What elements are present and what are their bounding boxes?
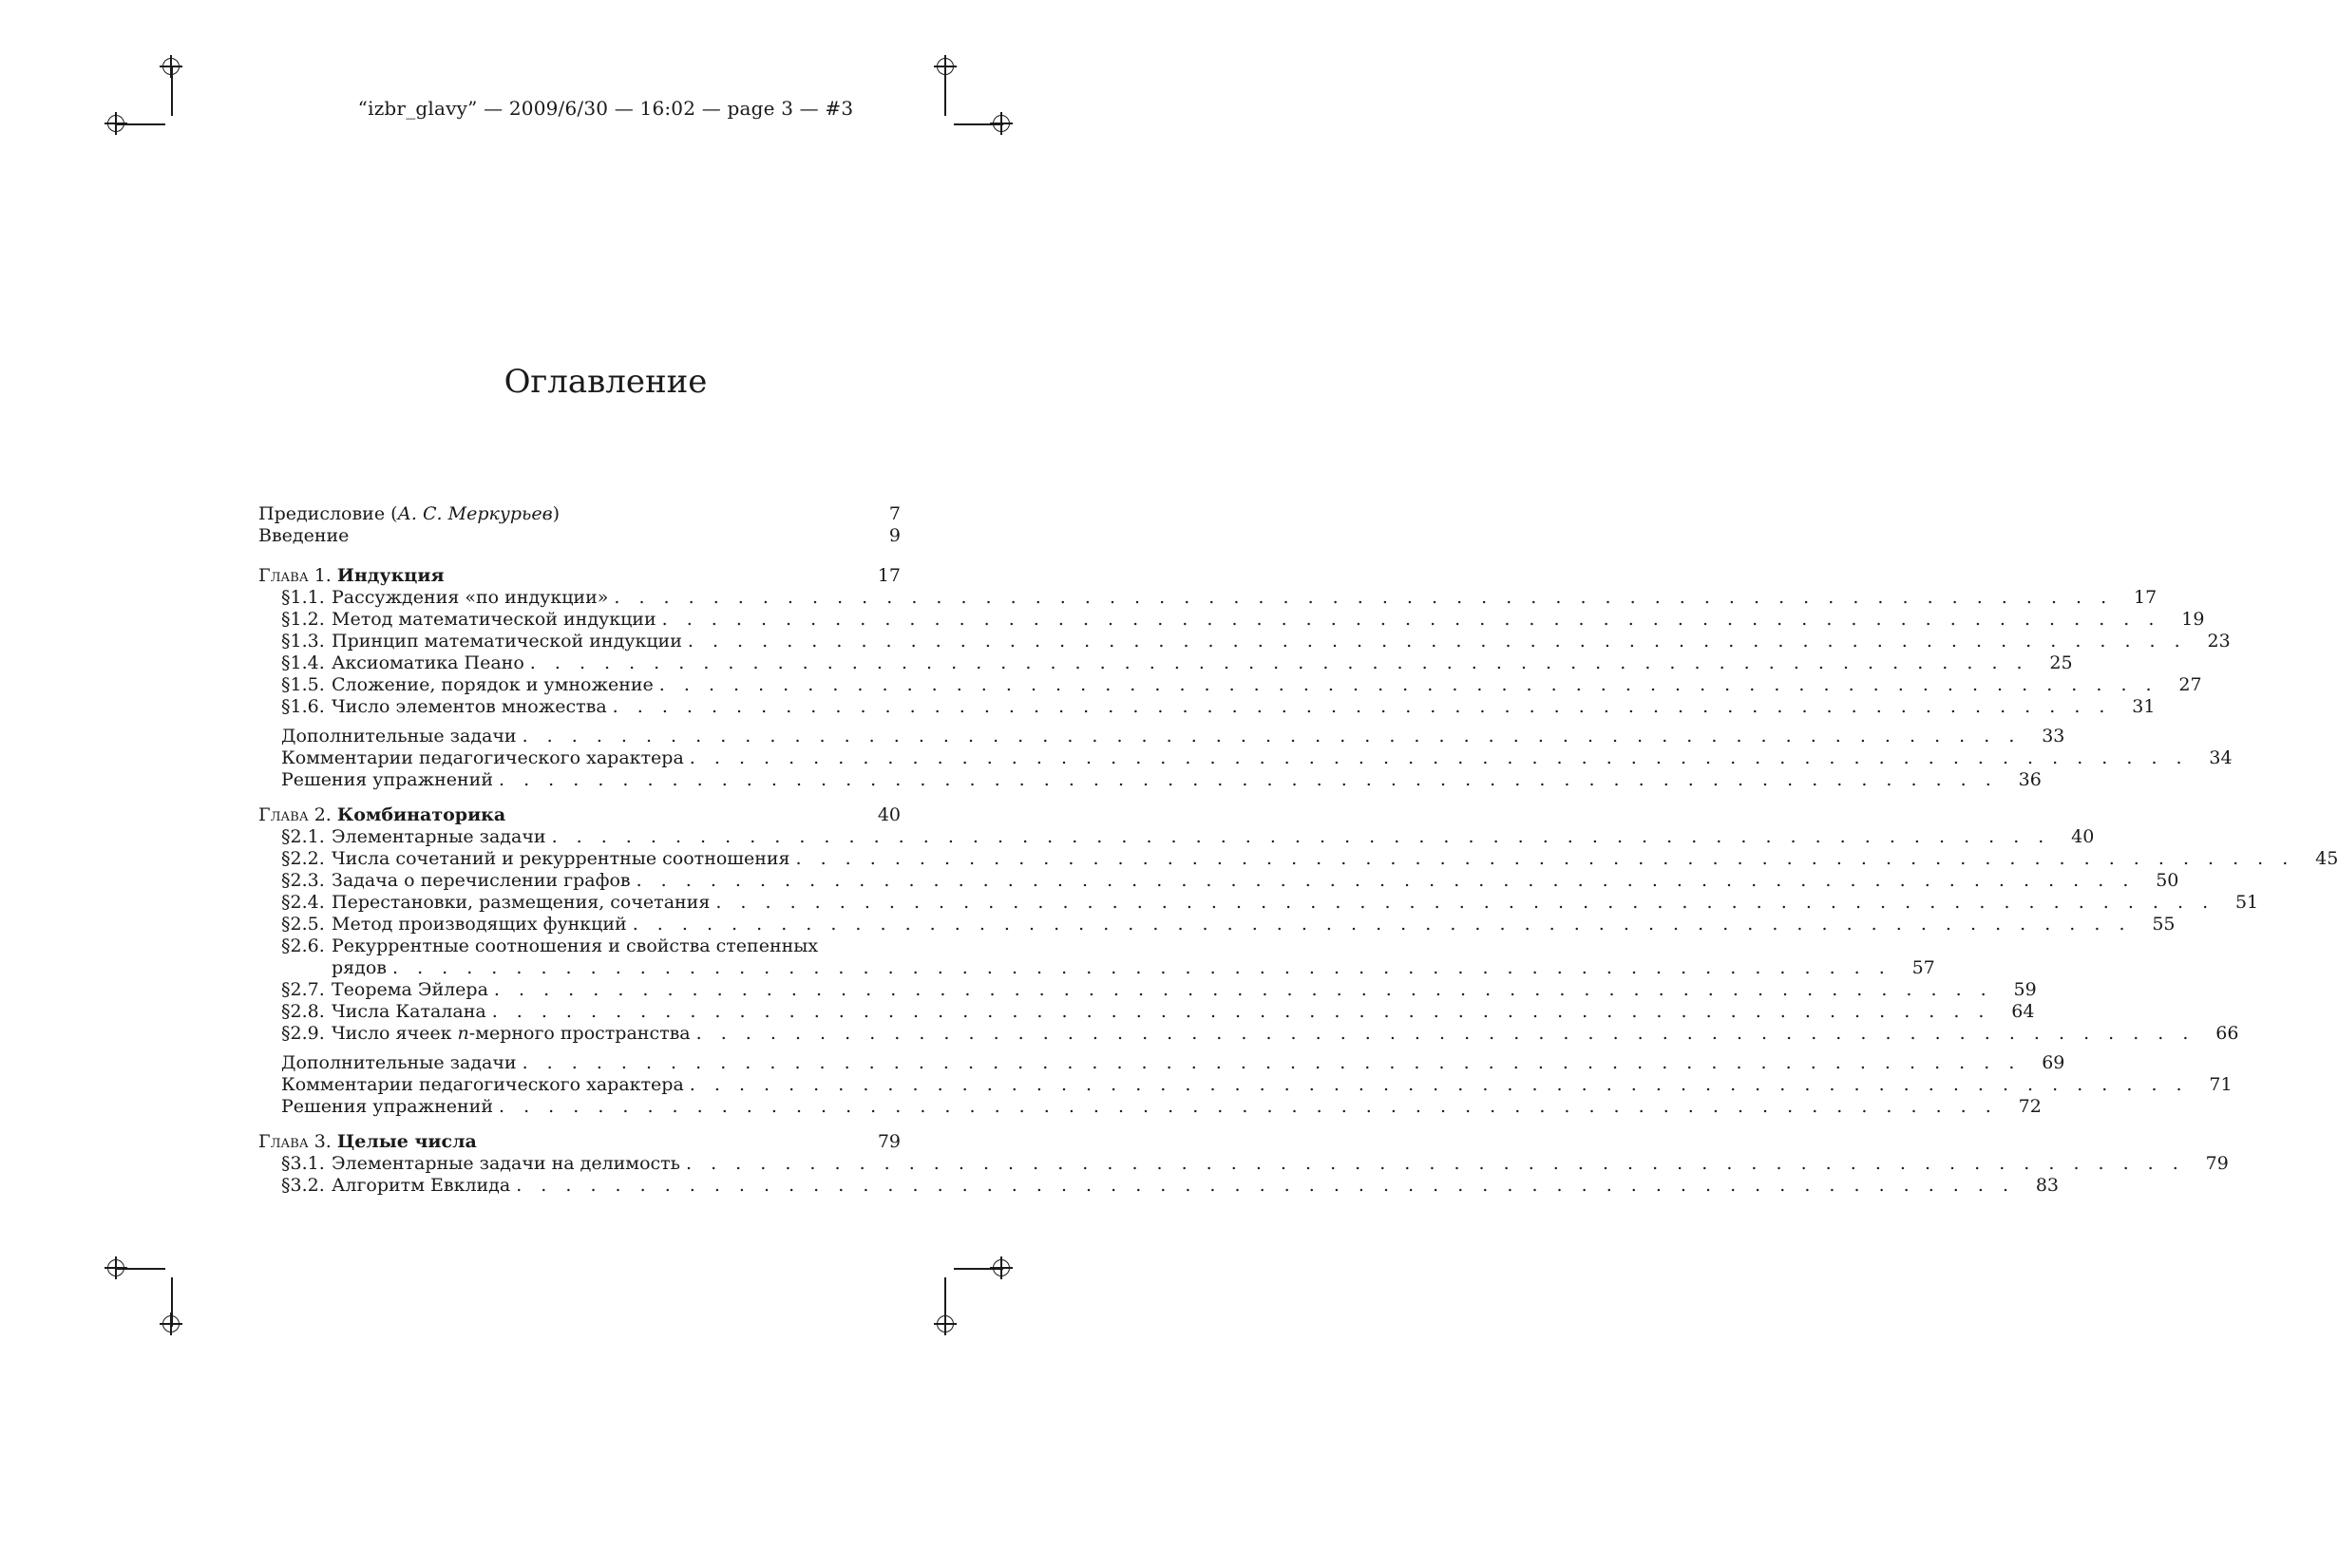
toc-extra-entry[interactable]: [258, 726, 2065, 747]
toc-section[interactable]: [258, 826, 2095, 848]
toc-page-number: 27: [2178, 674, 2202, 695]
dot-leader: . . . . . . . . . . . . . . . . . . . . . . . . . . . . . . . . . . . . . . . . . . . . . . . . . . . . . . . . . . . . .: [391, 957, 1891, 978]
toc-page-number: 45: [2315, 848, 2338, 869]
toc-entry-label: Предисловие (А. С. Меркурьев): [258, 503, 561, 524]
dot-leader: . . . . . . . . . . . . . . . . . . . . . . . . . . . . . . . . . . . . . . . . . . . . . . . . . . . . . . . . . . . . .: [516, 1175, 2016, 1196]
registration-target-icon: [107, 1259, 124, 1276]
registration-target-icon: [162, 58, 180, 75]
dot-leader: . . . . . . . . . . . . . . . . . . . . . . . . . . . . . . . . . . . . . . . . . . . . . . . . . . . . . . . . . . . . .: [795, 848, 2295, 869]
dot-leader: . . . . . . . . . . . . . . . . . . . . . . . . . . . . . . . . . . . . . . . . . . . . . . . . . . . . . . . . . . . . .: [499, 1096, 1998, 1117]
toc-section-title: Перестановки, размещения, сочетания: [332, 892, 711, 913]
toc-section-title: Алгоритм Евклида: [332, 1175, 511, 1196]
toc-section-number: §2.9.: [281, 1023, 325, 1044]
page-header: “izbr_glavy” — 2009/6/30 — 16:02 — page 3 — #3: [357, 97, 854, 120]
toc-page-number: 7: [888, 503, 901, 524]
dot-leader: . . . . . . . . . . . . . . . . . . . . . . . . . . . . . . . . . . . . . . . . . . . . . . . . . . . . . . . . . . . . .: [695, 1023, 2195, 1044]
toc-section-title: Числа сочетаний и рекуррентные соотношения: [332, 848, 790, 869]
toc-section[interactable]: [258, 979, 2037, 1001]
toc-extra-entry[interactable]: [258, 747, 2233, 769]
toc-section[interactable]: [258, 892, 2259, 914]
dot-leader: . . . . . . . . . . . . . . . . . . . . . . . . . . . . . . . . . . . . . . . . . . . . . . . . . . . . . . . . . . . . .: [715, 892, 2215, 913]
registration-target-icon: [937, 1315, 954, 1332]
toc-section-number: §1.1.: [281, 587, 325, 608]
toc-section-number: §2.3.: [281, 870, 325, 891]
toc-page-number: 23: [2207, 631, 2231, 652]
toc-entry-label: Комментарии педагогического характера: [281, 1074, 684, 1095]
toc-section-title: рядов: [332, 957, 387, 978]
toc-chapter-label: Глава 3. Целые числа: [258, 1131, 477, 1152]
toc-section[interactable]: [258, 631, 2231, 652]
toc-section-number: §1.5.: [281, 674, 325, 695]
toc-section-number: §1.6.: [281, 696, 325, 717]
dot-leader: . . . . . . . . . . . . . . . . . . . . . . . . . . . . . . . . . . . . . . . . . . . . . . . . . . . . . . . . . . . . .: [529, 652, 2029, 673]
toc-extra-entry[interactable]: [258, 1096, 2042, 1118]
dot-leader: . . . . . . . . . . . . . . . . . . . . . . . . . . . . . . . . . . . . . . . . . . . . . . . . . . . . . . . . . . . . .: [636, 870, 2136, 891]
dot-leader: . . . . . . . . . . . . . . . . . . . . . . . . . . . . . . . . . . . . . . . . . . . . . . . . . . . . . . . . . . . . .: [551, 826, 2051, 847]
toc-page-number: 57: [1911, 957, 1935, 978]
toc-section-continuation[interactable]: [258, 957, 1935, 979]
dot-leader: . . . . . . . . . . . . . . . . . . . . . . . . . . . . . . . . . . . . . . . . . . . . . . . . . . . . . . . . . . . . .: [689, 1074, 2189, 1095]
toc-page-number: 34: [2209, 747, 2233, 768]
toc-page-number: 64: [2011, 1001, 2035, 1022]
toc-section-number: §2.1.: [281, 826, 325, 847]
dot-leader: . . . . . . . . . . . . . . . . . . . . . . . . . . . . . . . . . . . . . . . . . . . . . . . . . . . . . . . . . . . . .: [686, 1153, 2185, 1174]
toc-entry-label: Комментарии педагогического характера: [281, 747, 684, 768]
dot-leader: . . . . . . . . . . . . . . . . . . . . . . . . . . . . . . . . . . . . . . . . . . . . . . . . . . . . . . . . . . . . .: [499, 769, 1998, 790]
toc-section[interactable]: [258, 587, 2157, 609]
toc-section-number: §1.4.: [281, 652, 325, 673]
page-title: Оглавление: [504, 363, 708, 401]
registration-target-icon: [937, 58, 954, 75]
toc-section-number: §3.2.: [281, 1175, 325, 1196]
toc-section-title: Сложение, порядок и умножение: [332, 674, 654, 695]
toc-section[interactable]: [258, 1175, 2060, 1197]
toc-chapter-1[interactable]: [258, 565, 901, 587]
toc-page-number: 83: [2035, 1175, 2060, 1196]
toc-chapter-2[interactable]: [258, 804, 901, 826]
table-of-contents: [258, 503, 2338, 1197]
toc-section[interactable]: [258, 652, 2073, 674]
toc-section-number: §2.4.: [281, 892, 325, 913]
toc-chapter-label: Глава 2. Комбинаторика: [258, 804, 506, 825]
toc-section[interactable]: [258, 870, 2179, 892]
toc-chapter-label: Глава 1. Индукция: [258, 565, 445, 586]
toc-section-title: Рассуждения «по индукции»: [332, 587, 609, 608]
toc-section-title: Метод математической индукции: [332, 609, 656, 630]
toc-section-title: Рекуррентные соотношения и свойства степенных: [332, 935, 819, 956]
toc-page-number: 36: [2018, 769, 2042, 790]
dot-leader: . . . . . . . . . . . . . . . . . . . . . . . . . . . . . . . . . . . . . . . . . . . . . . . . . . . . . . . . . . . . .: [491, 1001, 1991, 1022]
toc-section[interactable]: [258, 1023, 2239, 1045]
toc-section-title: Аксиоматика Пеано: [332, 652, 524, 673]
registration-target-icon: [993, 1259, 1010, 1276]
toc-page-number: 79: [877, 1131, 901, 1152]
toc-page-number: 33: [2042, 726, 2065, 746]
dot-leader: . . . . . . . . . . . . . . . . . . . . . . . . . . . . . . . . . . . . . . . . . . . . . . . . . . . . . . . . . . . . .: [689, 747, 2189, 768]
toc-section-number: §2.8.: [281, 1001, 325, 1022]
toc-page-number: 66: [2215, 1023, 2239, 1044]
toc-section-title: Теорема Эйлера: [332, 979, 488, 1000]
toc-page-number: 40: [2071, 826, 2095, 847]
toc-section-title: Числа Каталана: [332, 1001, 486, 1022]
toc-page-number: 9: [888, 525, 901, 546]
toc-entry-label: Дополнительные задачи: [281, 1052, 517, 1073]
toc-entry-preface[interactable]: [258, 503, 901, 525]
toc-section-title: Элементарные задачи: [332, 826, 546, 847]
toc-extra-entry[interactable]: [258, 1052, 2065, 1074]
toc-entry-author: А. С. Меркурьев: [397, 503, 553, 524]
toc-section-number: §2.2.: [281, 848, 325, 869]
dot-leader: . . . . . . . . . . . . . . . . . . . . . . . . . . . . . . . . . . . . . . . . . . . . . . . . . . . . . . . . . . . . .: [493, 979, 1993, 1000]
toc-entry-label: Введение: [258, 525, 350, 546]
toc-extra-entry[interactable]: [258, 769, 2042, 791]
dot-leader: . . . . . . . . . . . . . . . . . . . . . . . . . . . . . . . . . . . . . . . . . . . . . . . . . . . . . . . . . . . . .: [522, 726, 2022, 746]
toc-section-number: §2.6.: [281, 935, 325, 956]
toc-entry-label: Решения упражнений: [281, 769, 493, 790]
registration-target-icon: [162, 1315, 180, 1332]
toc-page-number: 59: [2013, 979, 2037, 1000]
toc-section-number: §3.1.: [281, 1153, 325, 1174]
toc-chapter-3[interactable]: [258, 1131, 901, 1153]
toc-page-number: 31: [2132, 696, 2156, 717]
toc-page-number: 17: [877, 565, 901, 586]
toc-page-number: 55: [2152, 914, 2176, 935]
toc-page-number: 79: [2205, 1153, 2229, 1174]
toc-page-number: 40: [877, 804, 901, 825]
toc-page-number: 19: [2181, 609, 2205, 630]
toc-section-title: Элементарные задачи на делимость: [332, 1153, 681, 1174]
toc-section-number: §1.3.: [281, 631, 325, 652]
toc-page-number: 72: [2018, 1096, 2042, 1117]
toc-entry-introduction[interactable]: [258, 525, 901, 547]
toc-entry-label: Решения упражнений: [281, 1096, 493, 1117]
toc-section[interactable]: [258, 848, 2338, 870]
toc-section-number: §1.2.: [281, 609, 325, 630]
toc-page-number: 51: [2234, 892, 2259, 913]
toc-section-number: §2.7.: [281, 979, 325, 1000]
dot-leader: . . . . . . . . . . . . . . . . . . . . . . . . . . . . . . . . . . . . . . . . . . . . . . . . . . . . . . . . . . . . .: [612, 696, 2112, 717]
toc-section-title: Число ячеек n-мерного пространства: [332, 1023, 691, 1044]
toc-page-number: 25: [2049, 652, 2073, 673]
dot-leader: . . . . . . . . . . . . . . . . . . . . . . . . . . . . . . . . . . . . . . . . . . . . . . . . . . . . . . . . . . . . .: [658, 674, 2158, 695]
toc-section-title: Принцип математической индукции: [332, 631, 682, 652]
toc-section-title: Метод производящих функций: [332, 914, 627, 935]
toc-extra-entry[interactable]: [258, 1074, 2233, 1096]
toc-section[interactable]: [258, 696, 2156, 718]
toc-section[interactable]: [258, 674, 2202, 696]
dot-leader: . . . . . . . . . . . . . . . . . . . . . . . . . . . . . . . . . . . . . . . . . . . . . . . . . . . . . . . . . . . . .: [614, 587, 2114, 608]
dot-leader: . . . . . . . . . . . . . . . . . . . . . . . . . . . . . . . . . . . . . . . . . . . . . . . . . . . . . . . . . . . . .: [661, 609, 2161, 630]
toc-page-number: 69: [2042, 1052, 2065, 1073]
toc-section-title: Задача о перечислении графов: [332, 870, 631, 891]
dot-leader: . . . . . . . . . . . . . . . . . . . . . . . . . . . . . . . . . . . . . . . . . . . . . . . . . . . . . . . . . . . . .: [632, 914, 2132, 935]
toc-section[interactable]: [258, 1001, 2035, 1023]
dot-leader: . . . . . . . . . . . . . . . . . . . . . . . . . . . . . . . . . . . . . . . . . . . . . . . . . . . . . . . . . . . . .: [687, 631, 2187, 652]
toc-section[interactable]: [258, 609, 2205, 631]
toc-page-number: 17: [2133, 587, 2157, 608]
toc-entry-label: Дополнительные задачи: [281, 726, 517, 746]
toc-section[interactable]: [258, 935, 901, 957]
dot-leader: . . . . . . . . . . . . . . . . . . . . . . . . . . . . . . . . . . . . . . . . . . . . . . . . . . . . . . . . . . . . .: [522, 1052, 2022, 1073]
toc-page-number: 71: [2209, 1074, 2233, 1095]
toc-section[interactable]: [258, 1153, 2229, 1175]
toc-page-number: 50: [2156, 870, 2179, 891]
toc-section[interactable]: [258, 914, 2176, 935]
toc-section-title: Число элементов множества: [332, 696, 607, 717]
toc-section-number: §2.5.: [281, 914, 325, 935]
